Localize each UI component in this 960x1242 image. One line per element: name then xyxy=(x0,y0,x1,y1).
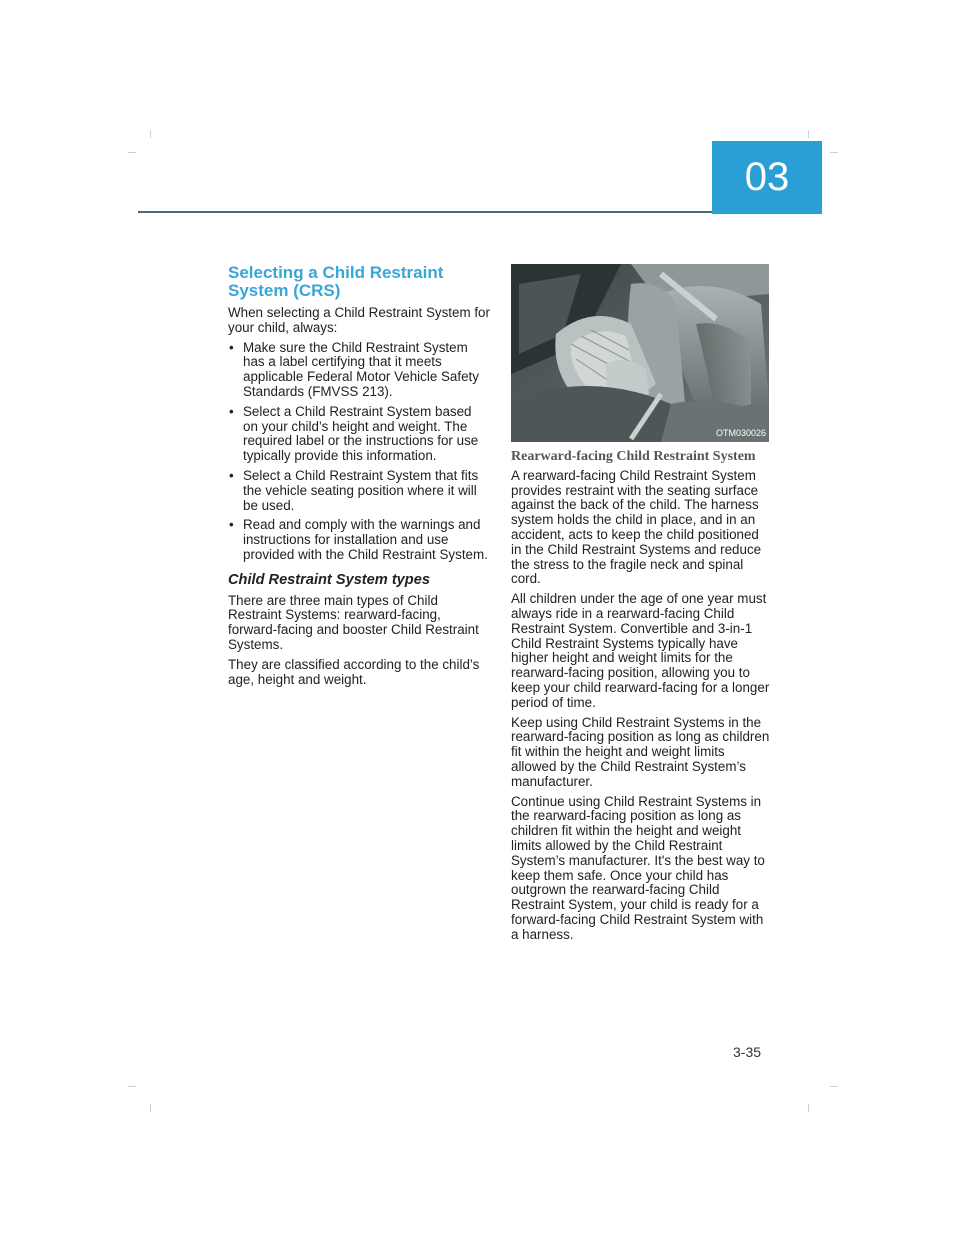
crop-mark xyxy=(128,1086,136,1087)
chapter-number: 03 xyxy=(744,155,790,199)
list-item: • Read and comply with the warnings and instructions for installation and use provided with the Child Restraint System. xyxy=(228,518,490,562)
intro-text: When selecting a Child Restraint System for your child, always: xyxy=(228,305,490,335)
section-title: Selecting a Child Restraint System (CRS) xyxy=(228,263,444,300)
rear-seat-image xyxy=(511,264,769,442)
list-item: • Make sure the Child Restraint System has a label certifying that it meets applicable Federal Motor Vehicle Safety Standards (FMVSS 213). xyxy=(228,341,490,400)
figure-code: OTM030026 xyxy=(715,428,766,439)
paragraph: Keep using Child Restraint Systems in the rearward-facing position as long as children fit within the height and weight limits allowed by the Child Restraint System’s manufacturer. xyxy=(511,714,770,789)
chapter-tab xyxy=(712,141,822,214)
types-paragraph: There are three main types of Child Restraint Systems: rearward-facing, forward-facing and booster Child Restraint Systems. xyxy=(228,592,479,652)
left-column xyxy=(228,264,490,692)
crop-mark xyxy=(150,1104,151,1112)
crop-mark xyxy=(128,152,136,153)
crop-mark xyxy=(808,130,809,138)
car-seat-illustration xyxy=(511,264,769,442)
crop-mark xyxy=(830,152,838,153)
subsection-title: Child Restraint System types xyxy=(228,571,430,588)
header-rule xyxy=(138,211,712,213)
paragraph: A rearward-facing Child Restraint System provides restraint with the seating surface against the back of the child. The harness system holds the child in place, and in an accident, acts to keep the child positioned in the Child Restraint Systems and reduce the stress to the fragile neck and spinal cord. xyxy=(511,467,762,587)
crop-mark xyxy=(808,1104,809,1112)
list-item: • Select a Child Restraint System based on your child’s height and weight. The required label or the instructions for use typically provide this information. xyxy=(228,405,490,464)
paragraph: All children under the age of one year must always ride in a rearward-facing Child Restraint System. Convertible and 3-in-1 Child Restraint Systems typically have higher height and weight limits for the rearward-facing position, allowing you to keep your child rearward-facing for a longer period of time. xyxy=(511,591,770,710)
classification-paragraph: They are classified according to the child’s age, height and weight. xyxy=(228,656,480,687)
paragraph: Continue using Child Restraint Systems in the rearward-facing position as long as children fit within the height and weight limits allowed by the Child Restraint System’s manufacturer. It's the best way to keep them safe. Once your child has outgrown the rearward-facing Child Restraint System, your child is ready for a forward-facing Child Restraint System with a harness. xyxy=(511,793,765,942)
page-number: 3-35 xyxy=(733,1044,762,1060)
crop-mark xyxy=(830,1086,838,1087)
right-column xyxy=(511,264,771,948)
list-item: • Select a Child Restraint System that fits the vehicle seating position where it will be used. xyxy=(228,469,490,513)
crop-mark xyxy=(150,130,151,138)
figure-caption: Rearward-facing Child Restraint System xyxy=(511,449,756,464)
selection-checklist xyxy=(228,341,490,563)
